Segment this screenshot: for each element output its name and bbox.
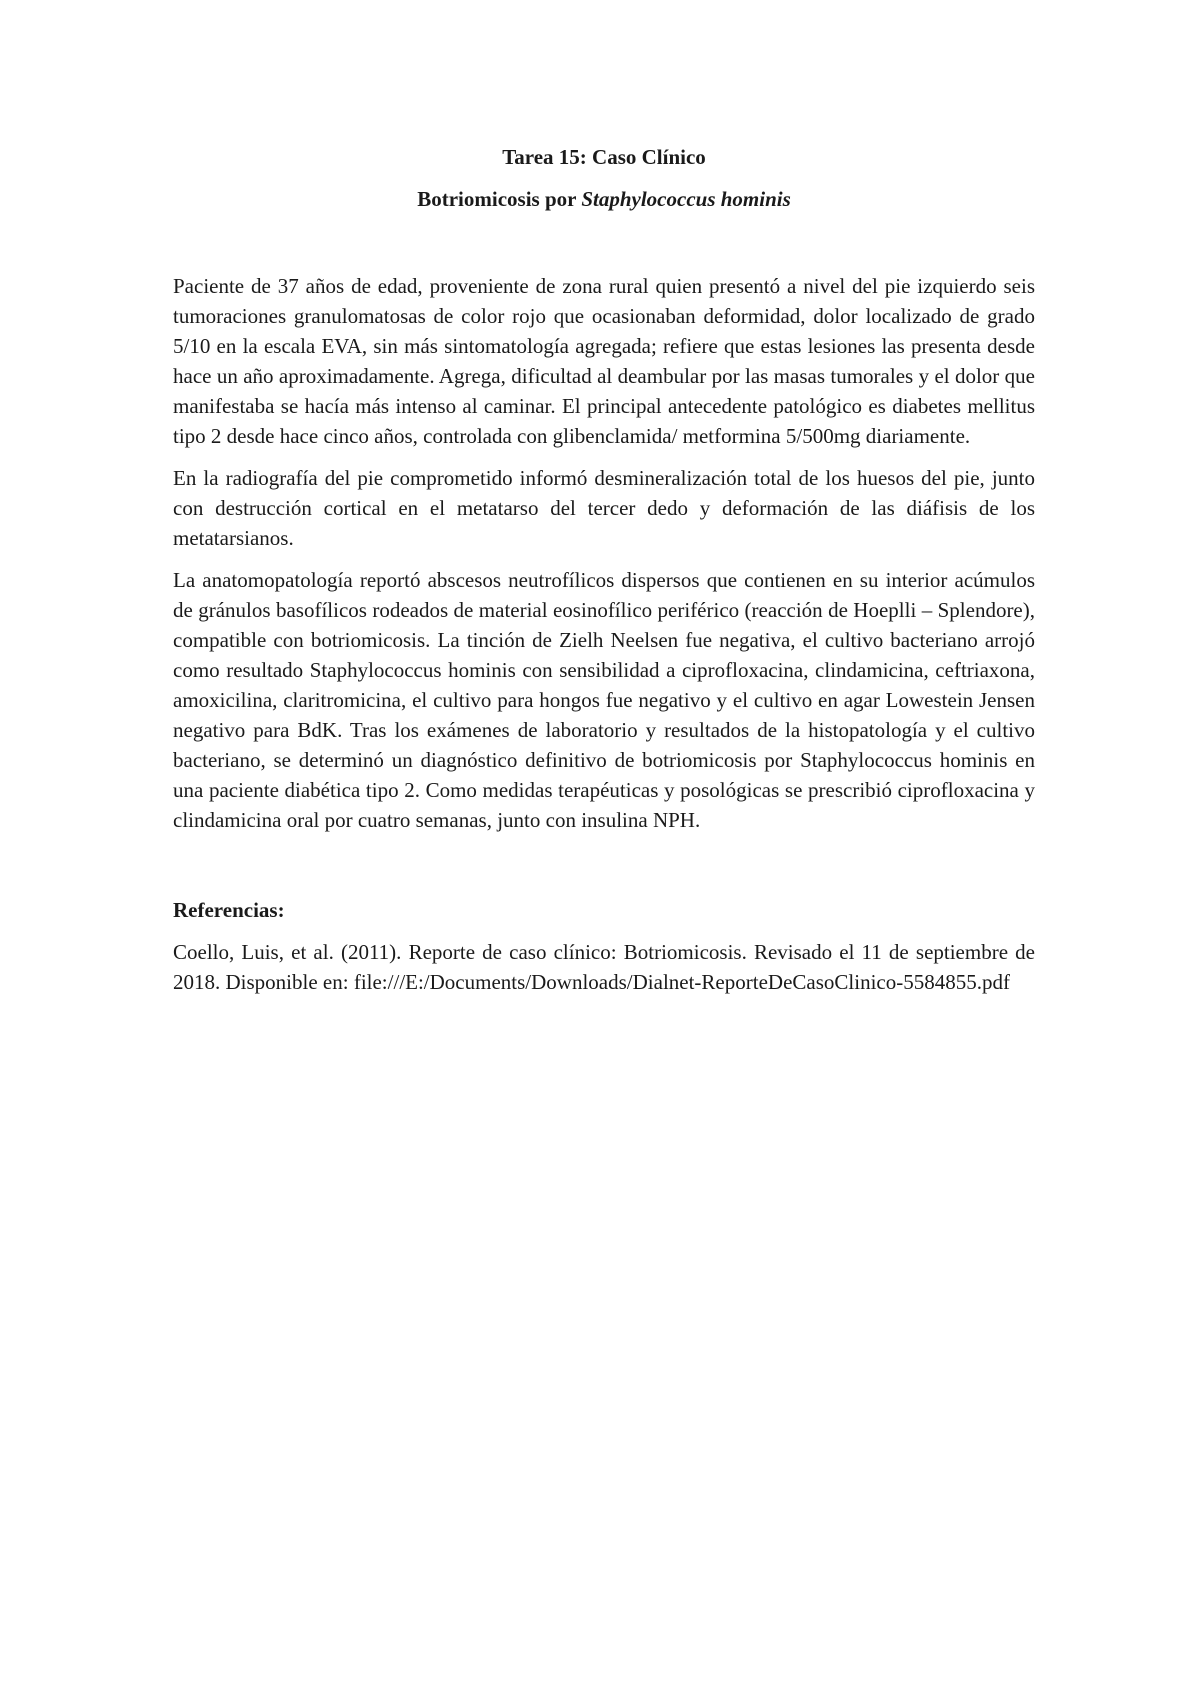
document-title: Tarea 15: Caso Clínico bbox=[502, 145, 706, 169]
paragraph-pathology: La anatomopatología reportó abscesos neutrofílicos dispersos que contienen en su interior acúmulos de gránulos basofílicos rodeados de material eosinofílico periférico (reacción de Hoeplli – Splendore), compatible con botriomicosis. La tinción de Zielh Neelsen fue negativa, el cultivo bacteriano arrojó como resultado Staphylococcus hominis con sensibilidad a ciprofloxacina, clindamicina, ceftriaxona, amoxicilina, claritromicina, el cultivo para hongos fue negativo y el cultivo en agar Lowestein Jensen negativo para BdK. Tras los exámenes de laboratorio y resultados de la histopatología y el cultivo bacteriano, se determinó un diagnóstico definitivo de botriomicosis por Staphylococcus hominis en una paciente diabética tipo 2. Como medidas terapéuticas y posológicas se prescribió ciprofloxacina y clindamicina oral por cuatro semanas, junto con insulina NPH. bbox=[173, 568, 1035, 832]
document-content bbox=[173, 142, 1035, 997]
paragraph-radiography: En la radiografía del pie comprometido informó desmineralización total de los huesos del pie, junto con destrucción cortical en el metatarso del tercer dedo y deformación de las diáfisis de los metatarsianos. bbox=[173, 466, 1035, 550]
document-subtitle bbox=[173, 184, 1035, 214]
subtitle-species: Staphylococcus hominis bbox=[581, 187, 791, 211]
subtitle-prefix: Botriomicosis por bbox=[417, 187, 577, 211]
paragraph-case-history: Paciente de 37 años de edad, proveniente de zona rural quien presentó a nivel del pie izquierdo seis tumoraciones granulomatosas de color rojo que ocasionaban deformidad, dolor localizado de grado 5/10 en la escala EVA, sin más sintomatología agregada; refiere que estas lesiones las presenta desde hace un año aproximadamente. Agrega, dificultad al deambular por las masas tumorales y el dolor que manifestaba se hacía más intenso al caminar. El principal antecedente patológico es diabetes mellitus tipo 2 desde hace cinco años, controlada con glibenclamida/ metformina 5/500mg diariamente. bbox=[173, 274, 1035, 448]
reference-link: file:///E:/Documents/Downloads/Dialnet-ReporteDeCasoClinico-5584855.pdf bbox=[353, 970, 1010, 994]
case-body bbox=[173, 271, 1035, 835]
references-heading: Referencias: bbox=[173, 898, 285, 922]
reference-entry bbox=[173, 937, 1035, 997]
reference-text: Coello, Luis, et al. (2011). Reporte de caso clínico: Botriomicosis. Revisado el 11 de septiembre de 2018. Disponible en: bbox=[173, 940, 1035, 994]
